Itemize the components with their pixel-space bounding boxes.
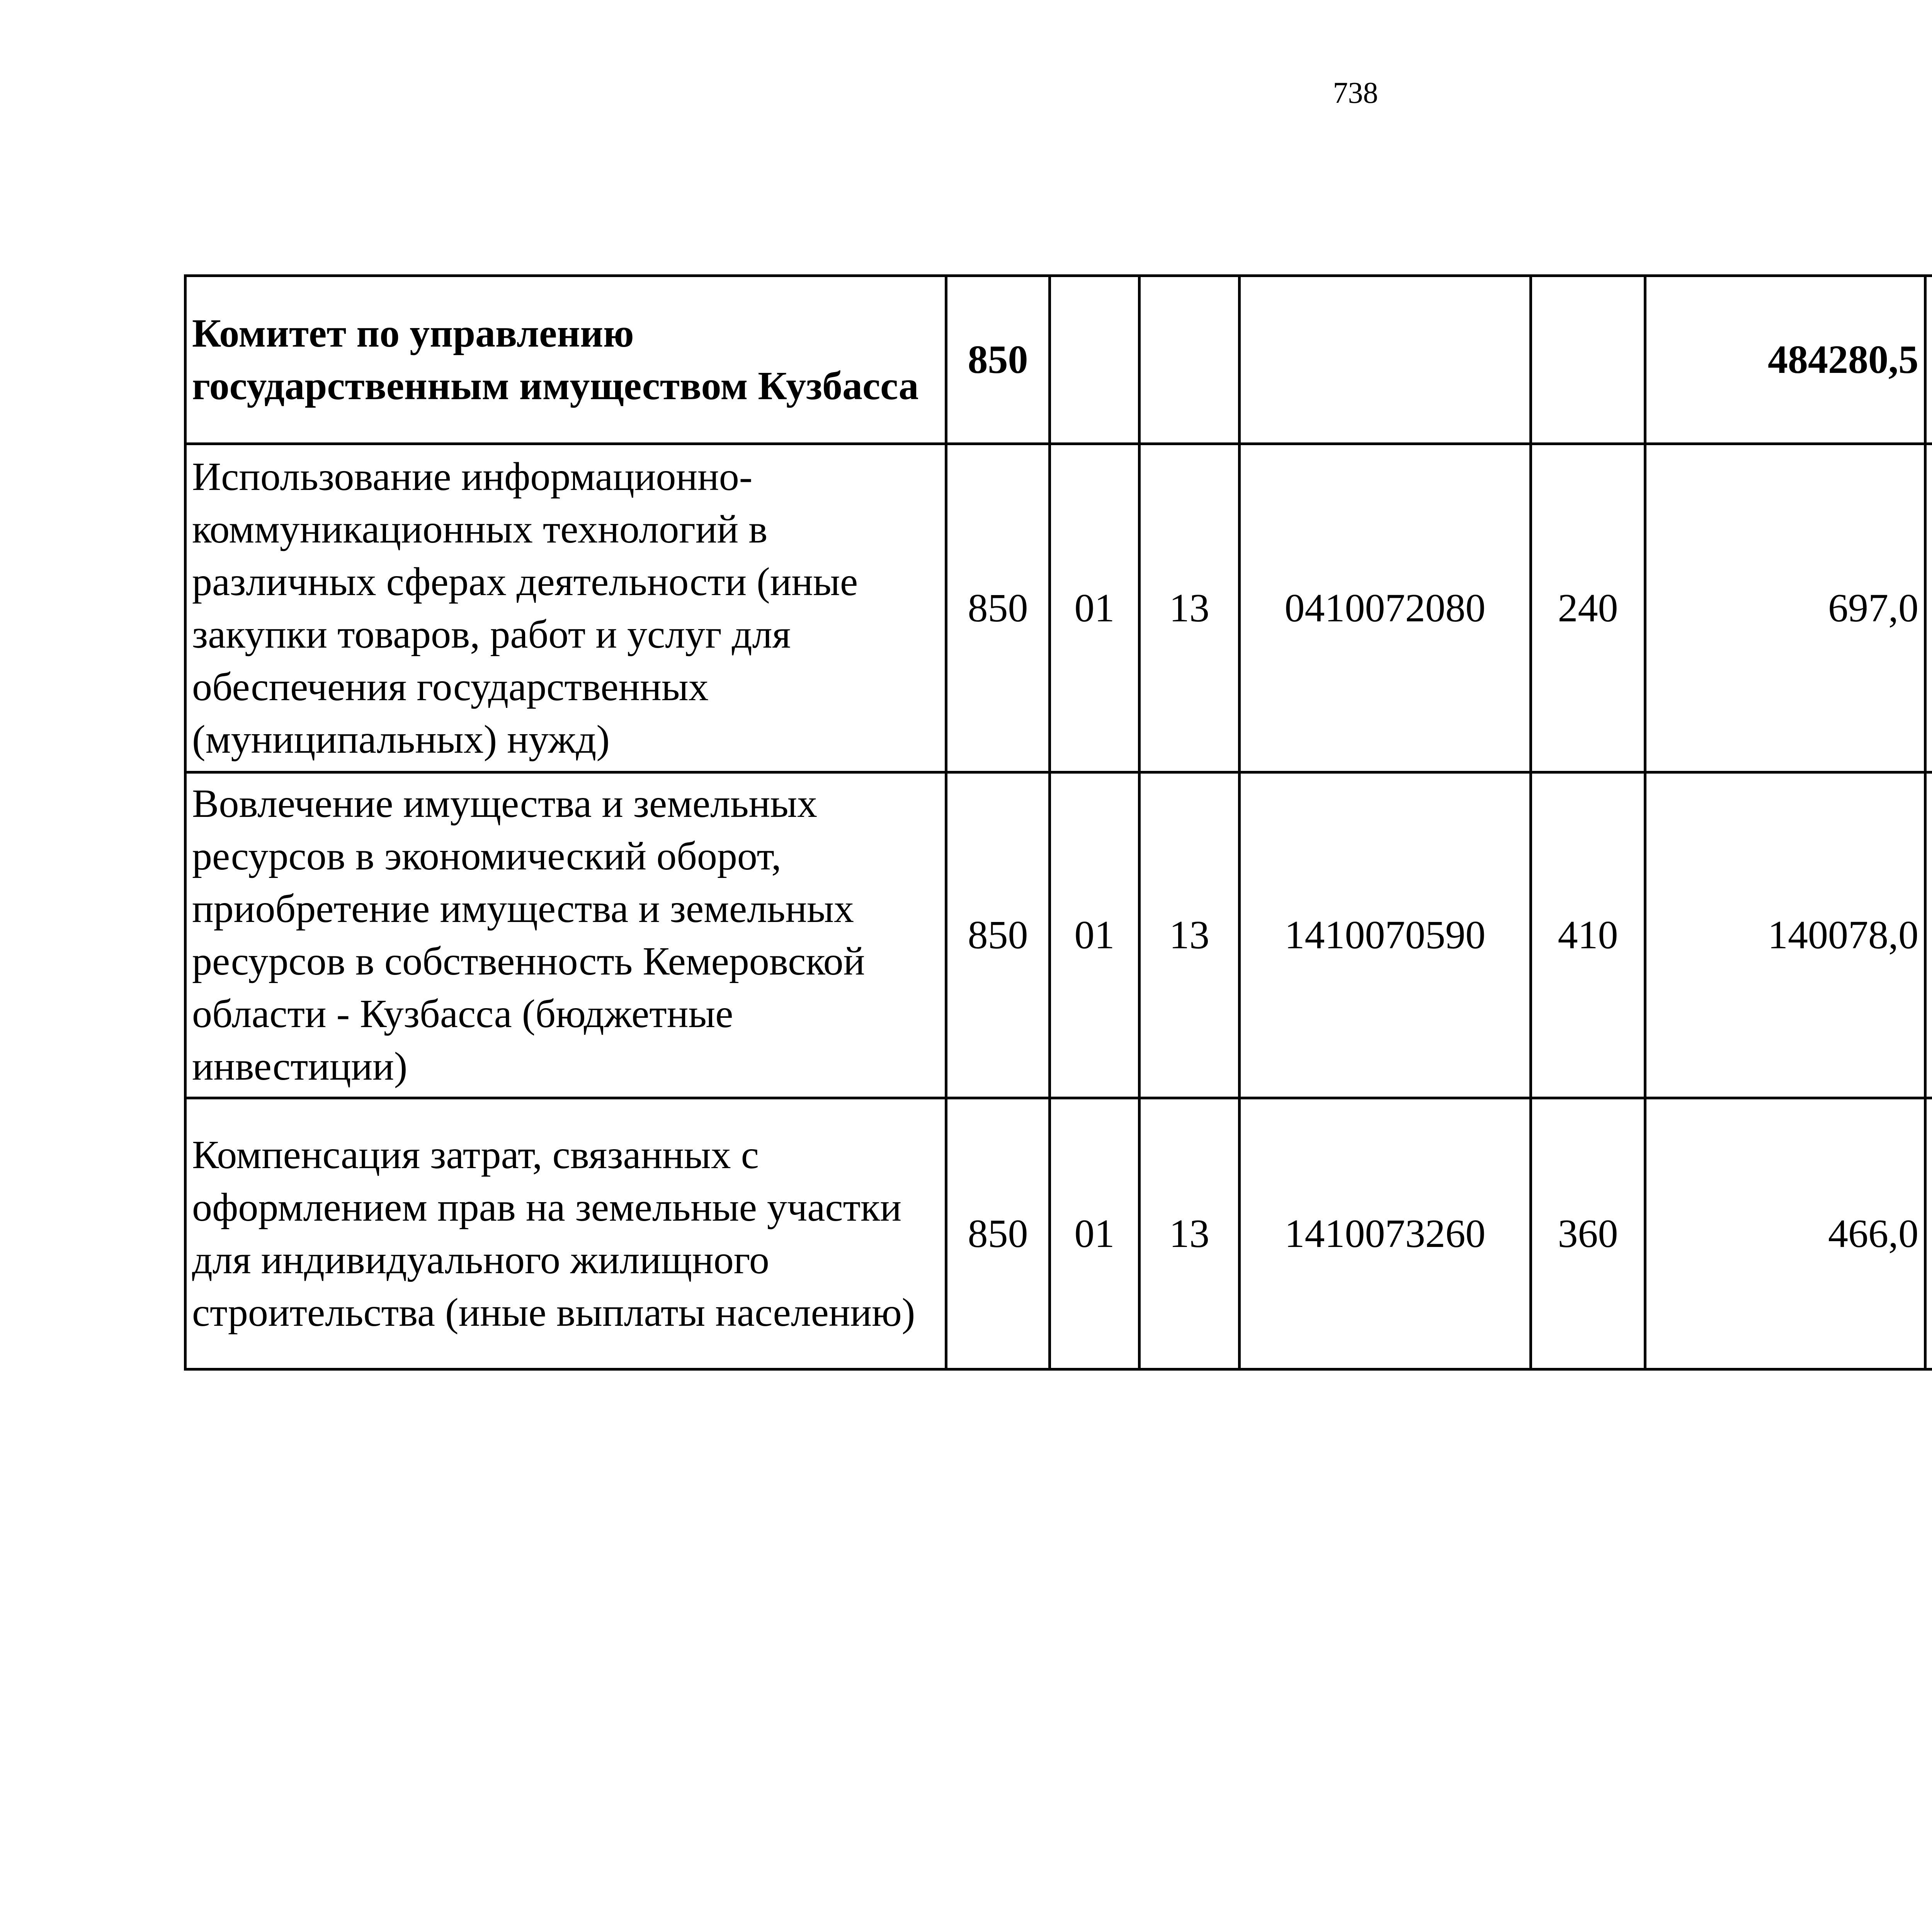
row-name: Использование информационно-коммуникационных технологий в различных сферах деятельности (иные закупки товаров, работ и услуг для обеспечения государственных (муниципальных) нужд) — [185, 444, 946, 772]
podrazdel-code: 13 — [1139, 1098, 1240, 1369]
razdel-code: 01 — [1050, 1098, 1139, 1369]
celevaya-statya-code — [1240, 276, 1531, 444]
celevaya-statya-code: 1410070590 — [1240, 772, 1531, 1098]
vid-rashodov-code: 360 — [1531, 1098, 1645, 1369]
razdel-code: 01 — [1050, 444, 1139, 772]
razdel-code — [1050, 276, 1139, 444]
vedomstvo-code: 850 — [946, 276, 1050, 444]
vedomstvo-code: 850 — [946, 444, 1050, 772]
vedomstvo-code: 850 — [946, 772, 1050, 1098]
amount-year-2 — [1925, 772, 1932, 1098]
vid-rashodov-code — [1531, 276, 1645, 444]
budget-table — [184, 274, 1932, 1371]
razdel-code: 01 — [1050, 772, 1139, 1098]
vid-rashodov-code: 240 — [1531, 444, 1645, 772]
amount-year-1: 466,0 — [1645, 1098, 1925, 1369]
amount-year-1: 484280,5 — [1645, 276, 1925, 444]
row-name: Вовлечение имущества и земельных ресурсов в экономический оборот, приобретение имущества и земельных ресурсов в собственность Кемеровской области - Кузбасса (бюджетные инвестиции) — [185, 772, 946, 1098]
table-row — [185, 444, 1932, 772]
amount-year-1: 140078,0 — [1645, 772, 1925, 1098]
amount-year-1: 697,0 — [1645, 444, 1925, 772]
podrazdel-code — [1139, 276, 1240, 444]
amount-year-2 — [1925, 444, 1932, 772]
amount-year-2 — [1925, 1098, 1932, 1369]
row-name: Комитет по управлению государственным имуществом Кузбасса — [185, 276, 946, 444]
podrazdel-code: 13 — [1139, 772, 1240, 1098]
table-row-committee — [185, 276, 1932, 444]
table-row — [185, 1098, 1932, 1369]
vid-rashodov-code: 410 — [1531, 772, 1645, 1098]
celevaya-statya-code: 1410073260 — [1240, 1098, 1531, 1369]
celevaya-statya-code: 0410072080 — [1240, 444, 1531, 772]
vedomstvo-code: 850 — [946, 1098, 1050, 1369]
page-number: 738 — [1333, 76, 1378, 109]
podrazdel-code: 13 — [1139, 444, 1240, 772]
amount-year-2 — [1925, 276, 1932, 444]
table-row — [185, 772, 1932, 1098]
row-name: Компенсация затрат, связанных с оформлением прав на земельные участки для индивидуального жилищного строительства (иные выплаты населению) — [185, 1098, 946, 1369]
